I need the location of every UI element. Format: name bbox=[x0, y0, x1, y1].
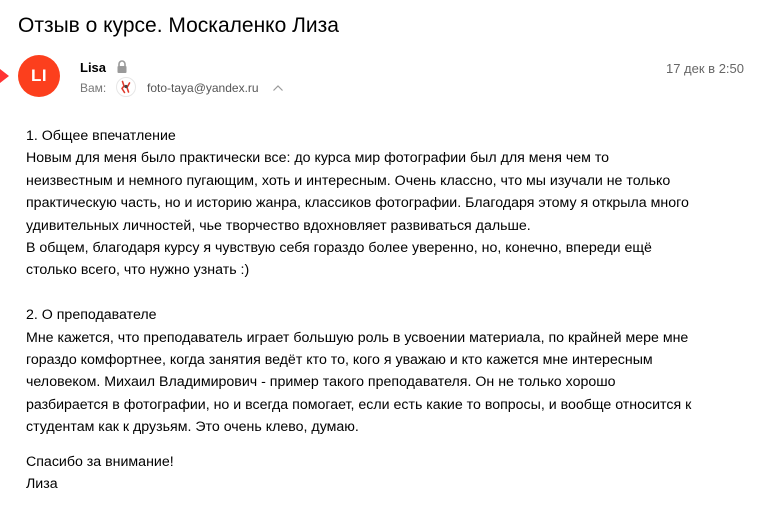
recipient-email[interactable]: foto-taya@yandex.ru bbox=[147, 81, 259, 95]
recipient-label: Вам: bbox=[80, 81, 107, 95]
body-line: Новым для меня было практически все: до курса мир фотографии был для меня чем то bbox=[26, 150, 610, 167]
body-line: студентам как к друзьям. Это очень клево, думаю. bbox=[26, 419, 359, 436]
body-line: разбирается в фотографии, но и всегда помогает, если есть какие то вопросы, и вообще относится к bbox=[26, 396, 692, 413]
sender-name[interactable]: Lisa bbox=[80, 60, 107, 75]
paragraph-gap bbox=[26, 282, 746, 304]
body-line: 2. О преподавателе bbox=[26, 307, 157, 324]
sender-avatar[interactable]: LI bbox=[18, 55, 60, 97]
body-line: человеком. Михаил Владимирович - пример такого преподавателя. Он не только хорошо bbox=[26, 374, 616, 391]
signature-name: Лиза bbox=[26, 475, 58, 492]
email-body bbox=[26, 125, 746, 439]
email-subject: Отзыв о курсе. Москаленко Лиза bbox=[18, 14, 339, 37]
yandex-avatar-icon bbox=[116, 77, 136, 97]
chevron-up-icon[interactable] bbox=[272, 84, 284, 92]
body-line: 1. Общее впечатление bbox=[26, 128, 176, 144]
body-line: Мне кажется, что преподаватель играет большую роль в усвоении материала, по крайней мере мне bbox=[26, 329, 689, 346]
closing-line: Спасибо за внимание! bbox=[26, 454, 174, 470]
email-date: 17 дек в 2:50 bbox=[665, 61, 744, 76]
body-line: В общем, благодаря курсу я чувствую себя гораздо более уверенно, но, конечно, впереди ещё bbox=[26, 240, 652, 257]
important-flag-icon[interactable] bbox=[0, 69, 9, 83]
body-line: удивительных личностей, чье творчество вдохновляет развиваться дальше. bbox=[26, 217, 531, 234]
body-line: неизвестным и немного пугающим, хоть и интересным. Очень классно, что мы изучали не только bbox=[26, 172, 671, 189]
body-line: практическую часть, но и историю жанра, классиков фотографии. Благодаря этому я открыла много bbox=[26, 195, 689, 212]
body-line: гораздо комфортнее, когда занятия ведёт кто то, кого я уважаю и кто кажется мне интересным bbox=[26, 352, 653, 369]
lock-icon bbox=[116, 60, 128, 74]
body-line: столько всего, что нужно узнать :) bbox=[26, 262, 250, 279]
email-signature bbox=[26, 452, 174, 495]
